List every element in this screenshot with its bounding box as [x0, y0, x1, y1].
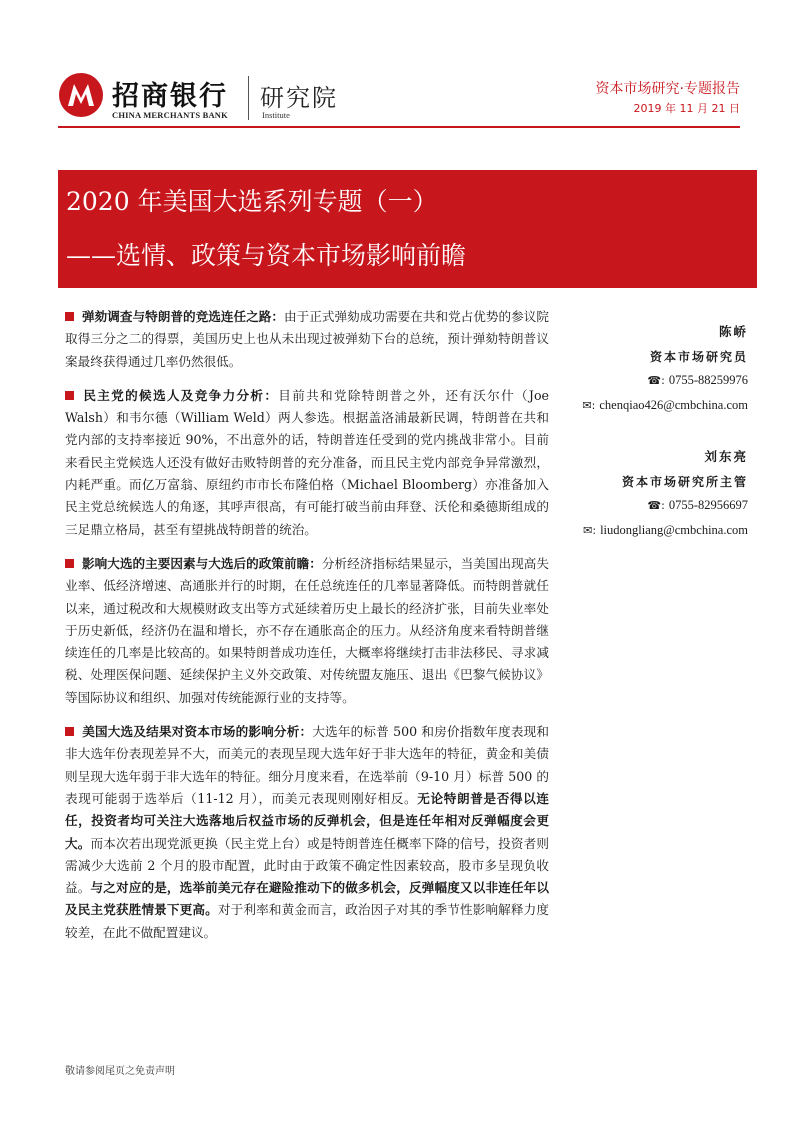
institute-name-en: Institute: [262, 110, 290, 120]
analyst-phone-value: 0755-82956697: [668, 498, 748, 512]
cmb-logo-icon: [58, 72, 104, 118]
header-rule: [58, 126, 740, 128]
section-text: 大选年的标普 500 和房价指数年度表现和非大选年份表现差异不大，而美元的表现呈现大选年好于非大选年的特征，黄金和美债则呈现大选年弱于非大选年的特征。细分月度来看，在选举前（9-10 月）标普 500 的表现可能弱于选举后（11-12 月），而美元表现则刚好相反。: [65, 724, 550, 806]
section-text: 目前共和党除特朗普之外，还有沃尔什（Joe Walsh）和韦尔德（William Weld）两人参选。根据盖洛浦最新民调，特朗普在共和党内部的支持率接近 90%，不出意外的话，特朗普连任受到的党内挑战非常小。目前来看民主党候选人还没有做好击败特朗普的充分准备，而且民主党内部竞争异常激烈，内耗严重。而亿万富翁、原纽约市市长布隆伯格（Michael Bloomberg）亦准备加入民主党总统候选人的角逐，其呼声很高，有可能打破当前由拜登、沃伦和桑德斯组成的三足鼎立格局，甚至有望挑战特朗普的统治。: [65, 387, 550, 537]
analyst-name: 刘东亮: [704, 449, 748, 464]
analyst-name: 陈峤: [718, 324, 748, 339]
analyst-title: 资本市场研究员: [649, 350, 748, 364]
report-title: 2020 年美国大选系列专题（一）: [66, 187, 438, 216]
square-bullet-icon: [65, 391, 74, 400]
summary-body: [65, 306, 549, 956]
analyst-phone: [647, 498, 748, 513]
bank-name-en: CHINA MERCHANTS BANK: [112, 110, 228, 120]
section-heading: 美国大选及结果对资本市场的影响分析：: [82, 724, 313, 740]
logo-divider: [248, 76, 249, 120]
phone-icon: ☎:: [647, 374, 665, 387]
section-text: 对于利率和黄金而言，政治因子对其的季节性影响解释力度较差，在此不做配置建议。: [65, 902, 550, 940]
analyst-email-value[interactable]: chenqiao426@cmbchina.com: [599, 398, 748, 412]
section-heading: 弹劾调查与特朗普的竞选连任之路：: [82, 309, 284, 324]
section-candidates: [65, 385, 549, 541]
footer-disclaimer: 敬请参阅尾页之免责声明: [65, 1066, 175, 1077]
section-heading: 影响大选的主要因素与大选后的政策前瞻：: [82, 555, 322, 571]
section-market-impact: [65, 721, 549, 944]
analyst-phone-value: 0755-88259976: [668, 373, 748, 387]
analyst-email[interactable]: [582, 398, 748, 413]
section-impeachment: [65, 306, 549, 373]
bank-name-cn: 招商银行: [112, 81, 228, 112]
square-bullet-icon: [65, 727, 74, 736]
email-icon: ✉:: [582, 399, 596, 412]
section-heading: 民主党的候选人及竞争力分析：: [82, 387, 279, 403]
section-emphasis: 无论特朗普是否得以连任，投资者均可关注大选落地后权益市场的反弹机会，但是连任年相对反弹幅度会更大。: [65, 790, 550, 851]
section-text: 分析经济指标结果显示，当美国出现高失业率、低经济增速、高通胀并行的时期，在任总统连任的几率显著降低。而特朗普就任以来，通过税改和大规模财政支出等方式延续着历史上最长的经济扩张，目前失业率处于历史新低，经济仍在温和增长，亦不存在通胀高企的压力。从经济角度来看特朗普继续连任的几率是比较高的。如果特朗普成功连任，大概率将继续打击非法移民、寻求减税、处理医保问题、延续保护主义外交政策、对传统盟友施压、退出《巴黎气候协议》等国际协议和组织、加强对传统能源行业的支持等。: [65, 555, 550, 705]
analyst-phone: [647, 373, 748, 388]
analyst-email-value[interactable]: liudongliang@cmbchina.com: [600, 523, 748, 537]
square-bullet-icon: [65, 312, 74, 321]
section-text: 由于正式弹劾成功需要在共和党占优势的参议院取得三分之二的得票，美国历史上也从未出现过被弹劾下台的总统，预计弹劾特朗普议案最终获得通过几率仍然很低。: [65, 309, 550, 369]
square-bullet-icon: [65, 559, 74, 568]
email-icon: ✉:: [583, 524, 597, 537]
section-text: 而本次若出现党派更换（民主党上台）或是特朗普连任概率下降的信号，投资者则需减少大选前 2 个月的股市配置，此时由于政策不确定性因素较高，股市多呈现负收益。: [65, 835, 550, 896]
report-date: 2019 年 11 月 21 日: [633, 102, 740, 115]
analyst-email[interactable]: [583, 523, 748, 538]
phone-icon: ☎:: [647, 499, 665, 512]
section-factors: [65, 553, 549, 709]
report-type: 资本市场研究·专题报告: [595, 81, 740, 97]
report-subtitle: ——选情、政策与资本市场影响前瞻: [66, 241, 467, 270]
institute-name-cn: 研究院: [260, 84, 338, 112]
analyst-title: 资本市场研究所主管: [621, 475, 748, 489]
section-emphasis: 与之对应的是，选举前美元存在避险推动下的做多机会，反弹幅度又以非连任年以及民主党获胜情景下更高。: [65, 880, 550, 918]
